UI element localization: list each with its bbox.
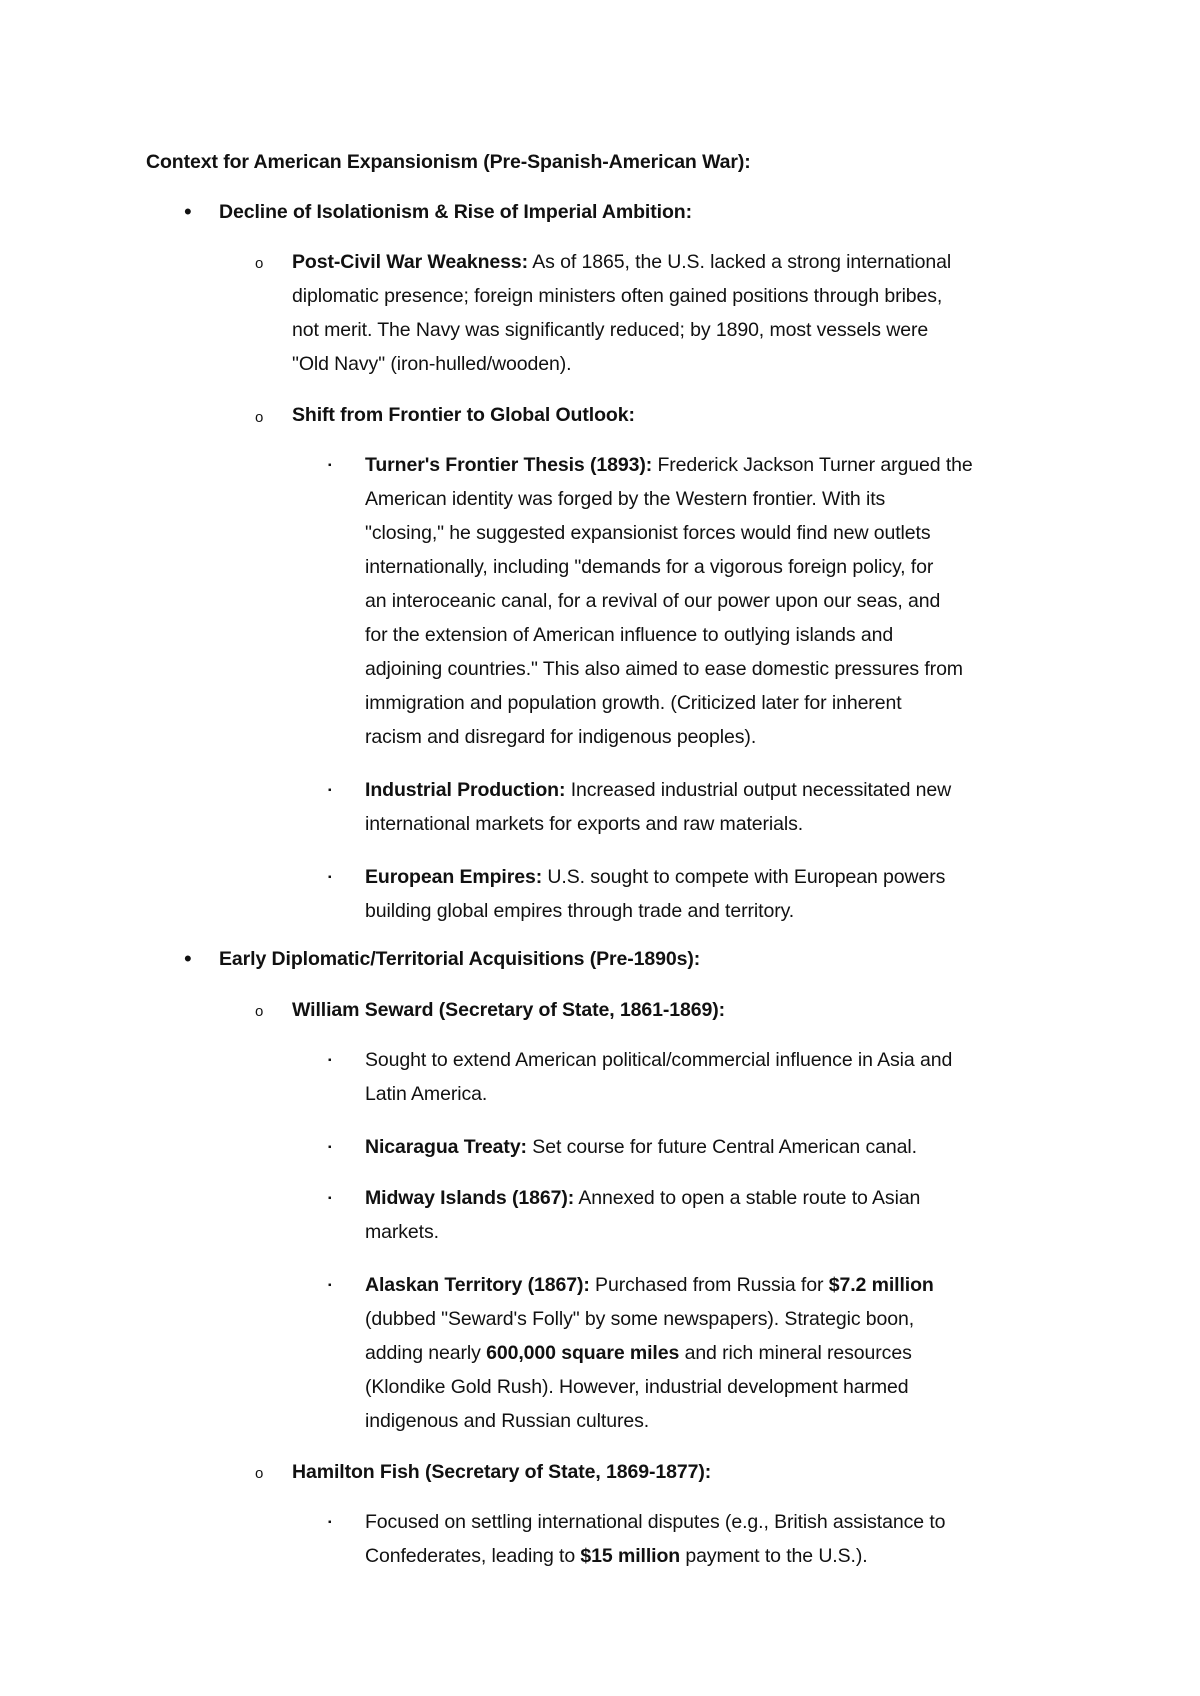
circle-marker: o <box>255 255 264 272</box>
list-item-line: immigration and population growth. (Criticized later for inherent <box>365 692 902 714</box>
list-item-line <box>365 776 951 804</box>
item-text: Increased industrial output necessitated new <box>565 779 952 801</box>
square-marker: ▪ <box>328 1280 332 1291</box>
circle-marker: o <box>255 409 264 426</box>
square-marker: ▪ <box>328 1055 332 1066</box>
square-marker: ▪ <box>328 1193 332 1204</box>
item-text: Set course for future Central American canal. <box>526 1136 917 1158</box>
list-item-line: "Old Navy" (iron-hulled/wooden). <box>292 353 572 375</box>
item-text: U.S. sought to compete with European powers <box>542 866 946 888</box>
item-label: Turner's Frontier Thesis (1893): <box>365 454 653 476</box>
circle-marker: o <box>255 1003 264 1020</box>
bullet-marker: • <box>184 946 192 971</box>
list-item-line: adjoining countries." This also aimed to ease domestic pressures from <box>365 658 963 680</box>
item-label: William Seward (Secretary of State, 1861-1869): <box>292 999 725 1021</box>
item-text: and rich mineral resources <box>679 1342 912 1364</box>
item-label: Midway Islands (1867): <box>365 1187 575 1209</box>
list-item-line: indigenous and Russian cultures. <box>365 1410 650 1432</box>
item-text: Purchased from Russia for <box>589 1274 829 1296</box>
item-label: Nicaragua Treaty: <box>365 1136 527 1158</box>
list-item-line <box>365 451 973 479</box>
square-marker: ▪ <box>328 1517 332 1528</box>
list-item-line <box>365 1184 920 1212</box>
list-item-line <box>292 248 951 276</box>
square-marker: ▪ <box>328 785 332 796</box>
item-text: Annexed to open a stable route to Asian <box>574 1187 921 1209</box>
section-heading: Decline of Isolationism & Rise of Imperial Ambition: <box>219 201 692 223</box>
emphasis-amount: $15 million <box>580 1545 681 1567</box>
list-item-line <box>365 1339 912 1367</box>
list-item-line <box>365 1542 868 1570</box>
list-item-line: American identity was forged by the Western frontier. With its <box>365 488 886 510</box>
list-item-line: not merit. The Navy was significantly reduced; by 1890, most vessels were <box>292 319 929 341</box>
item-label: Hamilton Fish (Secretary of State, 1869-1877): <box>292 1461 712 1483</box>
bullet-marker: • <box>184 199 192 224</box>
item-text: Frederick Jackson Turner argued the <box>652 454 973 476</box>
list-item-line: (Klondike Gold Rush). However, industrial development harmed <box>365 1376 909 1398</box>
list-item-line <box>365 1271 934 1299</box>
item-text: payment to the U.S.). <box>680 1545 868 1567</box>
circle-marker: o <box>255 1465 264 1482</box>
list-item-line: building global empires through trade and territory. <box>365 900 795 922</box>
section-heading: Early Diplomatic/Territorial Acquisitions (Pre-1890s): <box>219 948 701 970</box>
item-label: Industrial Production: <box>365 779 566 801</box>
item-label: European Empires: <box>365 866 543 888</box>
list-item-line: markets. <box>365 1221 439 1243</box>
emphasis-amount: $7.2 million <box>828 1274 934 1296</box>
list-item-line: (dubbed "Seward's Folly" by some newspapers). Strategic boon, <box>365 1308 915 1330</box>
list-item-line: internationally, including "demands for a vigorous foreign policy, for <box>365 556 934 578</box>
item-label: Alaskan Territory (1867): <box>365 1274 590 1296</box>
list-item-line: an interoceanic canal, for a revival of our power upon our seas, and <box>365 590 941 612</box>
item-text: As of 1865, the U.S. lacked a strong international <box>528 251 952 273</box>
square-marker: ▪ <box>328 1142 332 1153</box>
item-label: Shift from Frontier to Global Outlook: <box>292 404 635 426</box>
list-item-line: international markets for exports and raw materials. <box>365 813 804 835</box>
item-text: adding nearly <box>365 1342 487 1364</box>
square-marker: ▪ <box>328 872 332 883</box>
emphasis-amount: 600,000 square miles <box>486 1342 680 1364</box>
document-title: Context for American Expansionism (Pre-Spanish-American War): <box>146 151 751 173</box>
list-item-line <box>365 1133 917 1161</box>
list-item-line: Latin America. <box>365 1083 488 1105</box>
list-item-line <box>365 863 945 891</box>
square-marker: ▪ <box>328 460 332 471</box>
list-item-line: racism and disregard for indigenous peoples). <box>365 726 757 748</box>
list-item-line: Focused on settling international disputes (e.g., British assistance to <box>365 1511 946 1533</box>
list-item-line: "closing," he suggested expansionist forces would find new outlets <box>365 522 931 544</box>
list-item-line: for the extension of American influence to outlying islands and <box>365 624 894 646</box>
list-item-line: diplomatic presence; foreign ministers often gained positions through bribes, <box>292 285 943 307</box>
item-text: Confederates, leading to <box>365 1545 581 1567</box>
list-item-line: Sought to extend American political/commercial influence in Asia and <box>365 1049 953 1071</box>
item-label: Post-Civil War Weakness: <box>292 251 529 273</box>
